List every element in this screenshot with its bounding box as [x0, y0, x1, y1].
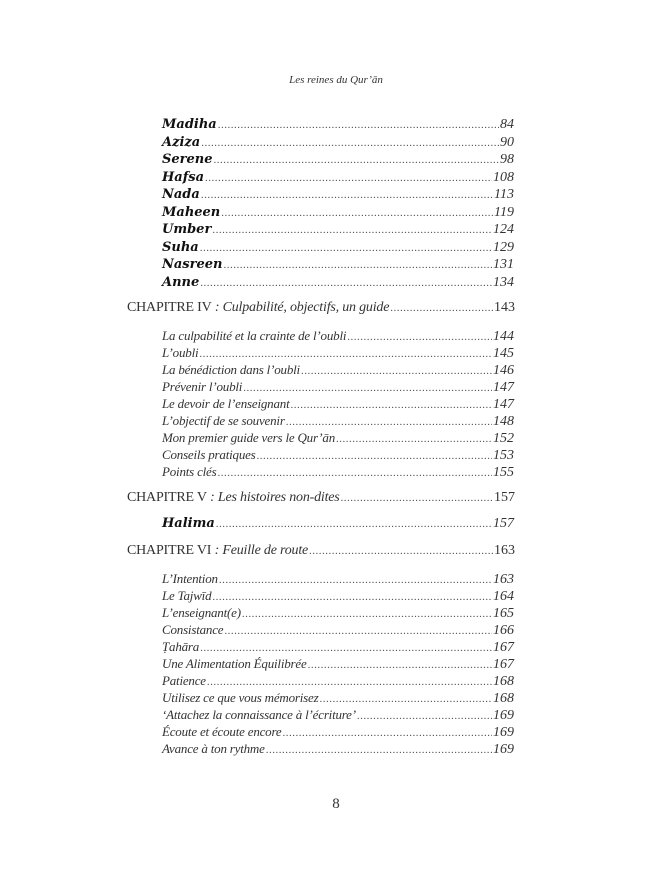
toc-entry-section[interactable] [162, 605, 514, 621]
entry-page: 167 [493, 657, 514, 672]
dot-leader [218, 119, 499, 131]
chapter-title: : Culpabilité, objectifs, un guide [211, 300, 390, 315]
toc-entry-section[interactable] [162, 673, 514, 689]
toc-entry-section[interactable] [162, 741, 514, 757]
chapter-number: CHAPITRE VI [127, 543, 212, 558]
dot-leader [212, 224, 492, 236]
entry-page: 163 [493, 572, 514, 587]
chapter-title: : Les histoires non-dites [206, 490, 340, 505]
toc-entry-section[interactable] [162, 639, 514, 655]
entry-page: 169 [493, 708, 514, 723]
dot-leader [205, 172, 492, 184]
dot-leader [199, 348, 492, 360]
entry-page: 155 [493, 465, 514, 480]
dot-leader [200, 642, 492, 654]
entry-page: 152 [493, 431, 514, 446]
entry-label: Nasreen [162, 257, 223, 272]
entry-page: 153 [493, 448, 514, 463]
dot-leader [319, 693, 492, 705]
entry-page: 129 [493, 239, 514, 255]
dot-leader [221, 207, 493, 219]
entry-label: Aziza [162, 134, 201, 150]
dot-leader [218, 467, 493, 479]
toc-entry-name[interactable] [162, 516, 514, 534]
toc-entry-section[interactable] [162, 571, 514, 587]
entry-label: L’objectif de se souvenir [162, 413, 285, 428]
toc-entry-section[interactable] [162, 328, 514, 344]
toc-entry-section[interactable] [162, 464, 514, 480]
entry-page: 147 [493, 397, 514, 412]
chapter-number: CHAPITRE V [127, 490, 207, 505]
entry-label: Nada [162, 187, 200, 202]
entry-page: 164 [493, 589, 514, 604]
toc-chapter-6[interactable] [127, 543, 515, 561]
toc-entry-name[interactable] [162, 275, 514, 293]
entry-page: 124 [493, 222, 514, 237]
entry-page: 131 [493, 257, 514, 272]
dot-leader [390, 302, 493, 314]
entry-label: Le Tajwīd [162, 588, 212, 603]
toc-entry-section[interactable] [162, 690, 514, 706]
dot-leader [201, 137, 499, 149]
dot-leader [224, 625, 492, 637]
entry-page: 98 [500, 152, 514, 167]
entry-label: Madiha [162, 117, 217, 132]
entry-label: L’enseignant(e) [162, 605, 241, 620]
entry-page: 108 [493, 169, 514, 185]
dot-leader [357, 710, 492, 722]
toc-chapter-5[interactable] [127, 490, 515, 508]
chapter-number: CHAPITRE IV [127, 300, 212, 315]
entry-label: Utilisez ce que vous mémorisez [162, 690, 319, 705]
toc-entry-section[interactable] [162, 413, 514, 429]
dot-leader [347, 331, 492, 343]
dot-leader [266, 744, 492, 756]
dot-leader [282, 727, 492, 739]
dot-leader [308, 659, 492, 671]
entry-label: Suha [162, 239, 199, 255]
toc-entry-section[interactable] [162, 447, 514, 463]
toc-entry-name[interactable] [162, 152, 514, 170]
entry-label: Écoute et écoute encore [162, 724, 282, 739]
toc-entry-section[interactable] [162, 362, 514, 378]
entry-page: 90 [500, 134, 514, 150]
toc-entry-name[interactable] [162, 257, 514, 275]
entry-page: 168 [493, 691, 514, 706]
toc-entry-section[interactable] [162, 724, 514, 740]
dot-leader [242, 608, 492, 620]
chapter-label [127, 543, 308, 559]
chapter-label [127, 300, 389, 316]
entry-page: 169 [493, 742, 514, 757]
toc-entry-section[interactable] [162, 430, 514, 446]
entry-label: Umber [162, 222, 212, 237]
dot-leader [243, 382, 492, 394]
toc-chapter-4[interactable] [127, 300, 515, 318]
entry-label: Prévenir l’oubli [162, 379, 243, 394]
chapter-label [127, 490, 340, 506]
dot-leader [216, 518, 492, 530]
entry-page: 113 [494, 187, 514, 202]
entry-page: 165 [493, 606, 514, 621]
entry-label: Mon premier guide vers le Qur’ān [162, 430, 336, 445]
entry-label: La culpabilité et la crainte de l’oubli [162, 328, 347, 343]
dot-leader [223, 259, 492, 271]
entry-label: Halima [162, 516, 215, 531]
toc-entry-name[interactable] [162, 222, 514, 240]
entry-label: Conseils pratiques [162, 447, 256, 462]
toc-entry-name[interactable] [162, 117, 514, 135]
toc-entry-section[interactable] [162, 396, 514, 412]
entry-label: Avance à ton rythme [162, 741, 265, 756]
entry-label: Points clés [162, 464, 217, 479]
entry-page: 134 [493, 274, 514, 290]
entry-page: 157 [493, 516, 514, 531]
dot-leader [201, 189, 493, 201]
entry-label: ‘Attachez la connaissance à l’écriture’ [162, 707, 356, 722]
dot-leader [200, 277, 492, 289]
dot-leader [200, 242, 492, 254]
entry-label: La bénédiction dans l’oubli [162, 362, 300, 377]
entry-page: 144 [493, 329, 514, 344]
toc-entry-section[interactable] [162, 588, 514, 604]
toc-entry-name[interactable] [162, 205, 514, 223]
entry-label: Serene [162, 152, 213, 167]
chapter-page: 143 [494, 300, 515, 315]
entry-label: Hafsa [162, 169, 205, 185]
dot-leader [309, 545, 493, 557]
entry-label: Une Alimentation Équilibrée [162, 656, 307, 671]
entry-page: 146 [493, 363, 514, 378]
toc-entry-section[interactable] [162, 379, 514, 395]
toc-entry-section[interactable] [162, 707, 514, 723]
chapter-page: 157 [494, 490, 515, 505]
dot-leader [336, 433, 492, 445]
entry-page: 166 [493, 623, 514, 638]
entry-page: 119 [494, 204, 514, 220]
toc-entry-name[interactable] [162, 240, 514, 258]
entry-label: Le devoir de l’enseignant [162, 396, 290, 411]
toc-entry-name[interactable] [162, 170, 514, 188]
entry-page: 145 [493, 346, 514, 361]
dot-leader [207, 676, 492, 688]
dot-leader [219, 574, 492, 586]
chapter-title: : Feuille de route [211, 543, 309, 558]
toc-entry-section[interactable] [162, 656, 514, 672]
entry-label: L’Intention [162, 571, 218, 586]
entry-label: Anne [162, 274, 200, 290]
entry-label: L’oubli [162, 345, 199, 360]
dot-leader [341, 492, 493, 504]
entry-page: 147 [493, 380, 514, 395]
entry-label: Ṭahāra [162, 639, 200, 654]
toc-entry-section[interactable] [162, 345, 514, 361]
dot-leader [286, 416, 492, 428]
entry-page: 168 [493, 674, 514, 689]
dot-leader [291, 399, 493, 411]
entry-page: 169 [493, 725, 514, 740]
toc-entry-name[interactable] [162, 187, 514, 205]
entry-label: Consistance [162, 622, 224, 637]
toc-entry-name[interactable] [162, 135, 514, 153]
dot-leader [214, 154, 499, 166]
entry-page: 167 [493, 640, 514, 655]
entry-label: Maheen [162, 204, 221, 220]
dot-leader [301, 365, 492, 377]
running-head: Les reines du Qur’ān [289, 74, 383, 86]
toc-entry-section[interactable] [162, 622, 514, 638]
entry-page: 84 [500, 117, 514, 132]
page-number: 8 [332, 796, 340, 812]
chapter-page: 163 [494, 543, 515, 558]
dot-leader [212, 591, 492, 603]
dot-leader [257, 450, 492, 462]
entry-page: 148 [493, 414, 514, 429]
entry-label: Patience [162, 673, 206, 688]
